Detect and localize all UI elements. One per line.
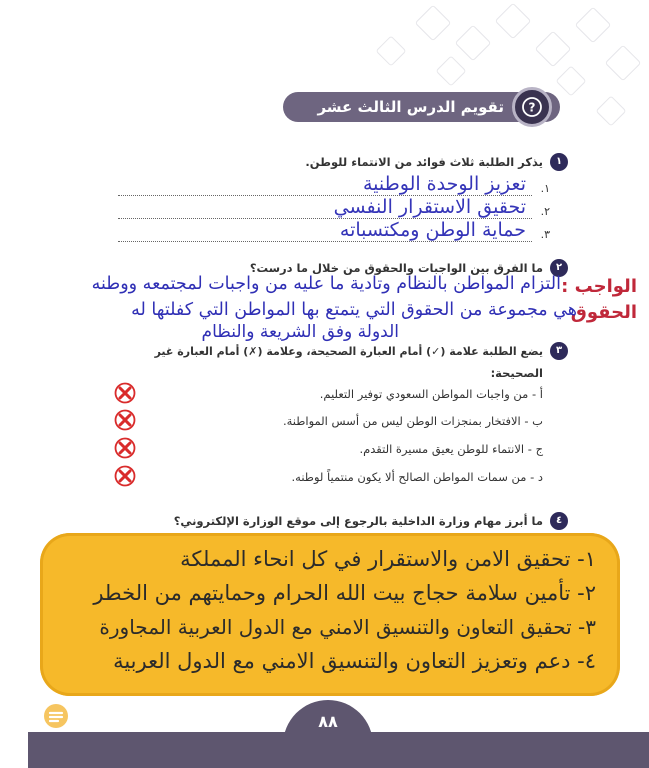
brand-logo-icon: [42, 702, 70, 730]
answer-box: [40, 533, 620, 696]
answer-line: ١. تعزيز الوحدة الوطنية: [118, 178, 550, 200]
question-prompt-continued: الصحيحة:: [490, 366, 543, 380]
answer-item: ٢- تأمين سلامة حجاج بيت الله الحرام وحمايتهم من الخطر: [93, 581, 596, 605]
answer-item: ٣- تحقيق التعاون والتنسيق الامني مع الدول العربية المجاورة: [99, 615, 596, 639]
statement-b: ب - الافتخار بمنجزات الوطن ليس من أسس المواطنة.: [282, 414, 543, 428]
handwritten-answer: تحقيق الاستقرار النفسي: [333, 196, 526, 218]
x-mark-icon: [114, 409, 136, 431]
lesson-review-title: تقويم الدرس الثالث عشر: [283, 92, 560, 122]
handwritten-answer: تعزيز الوحدة الوطنية: [362, 173, 526, 195]
x-mark-icon: [114, 437, 136, 459]
page-number: ٨٨: [283, 700, 373, 760]
answer-line: ٢. تحقيق الاستقرار النفسي: [118, 201, 550, 223]
question-prompt: يذكر الطلبة ثلاث فوائد من الانتماء للوطن.: [305, 155, 543, 169]
question-prompt: يضع الطلبة علامة (✓) أمام العبارة الصحيحة، وعلامة (✗) أمام العبارة غير: [154, 345, 543, 358]
rights-label: الحقوق: [570, 302, 637, 323]
answer-line: ٣. حماية الوطن ومكتسباته: [118, 224, 550, 246]
statement-d: د - من سمات المواطن الصالح ألا يكون منتمياً لوطنه.: [291, 470, 543, 484]
statement-a: أ - من واجبات المواطن السعودي توفير التعليم.: [319, 387, 543, 401]
answer-item: ١- تحقيق الامن والاستقرار في كل انحاء المملكة: [180, 547, 596, 571]
question-number: ٤: [550, 512, 568, 530]
svg-text:?: ?: [528, 100, 536, 115]
statement-c: ج - الانتماء للوطن يعيق مسيرة التقدم.: [359, 442, 543, 456]
duty-answer: التزام المواطن بالنظام وتادية ما عليه من واجبات لمجتمعه ووطنه: [91, 274, 561, 294]
duty-label: الواجب :: [561, 276, 637, 297]
question-number: ٢: [550, 259, 568, 277]
answer-item: ٤- دعم وتعزيز التعاون والتنسيق الامني مع الدول العربية: [113, 649, 596, 673]
x-mark-icon: [114, 465, 136, 487]
rights-answer-continued: الدولة وفق الشريعة والنظام: [201, 322, 399, 342]
question-prompt: ما الفرق بين الواجبات والحقوق من خلال ما درست؟: [249, 261, 543, 275]
x-mark-icon: [114, 382, 136, 404]
question-bubble-icon: [512, 87, 552, 127]
question-number: ٣: [550, 342, 568, 360]
question-prompt: ما أبرز مهام وزارة الداخلية بالرجوع إلى موقع الوزارة الإلكتروني؟: [173, 514, 543, 528]
question-number: ١: [550, 153, 568, 171]
handwritten-answer: حماية الوطن ومكتسباته: [339, 219, 526, 241]
rights-answer: هي مجموعة من الحقوق التي يتمتع بها المواطن التي كفلتها له: [131, 300, 577, 320]
